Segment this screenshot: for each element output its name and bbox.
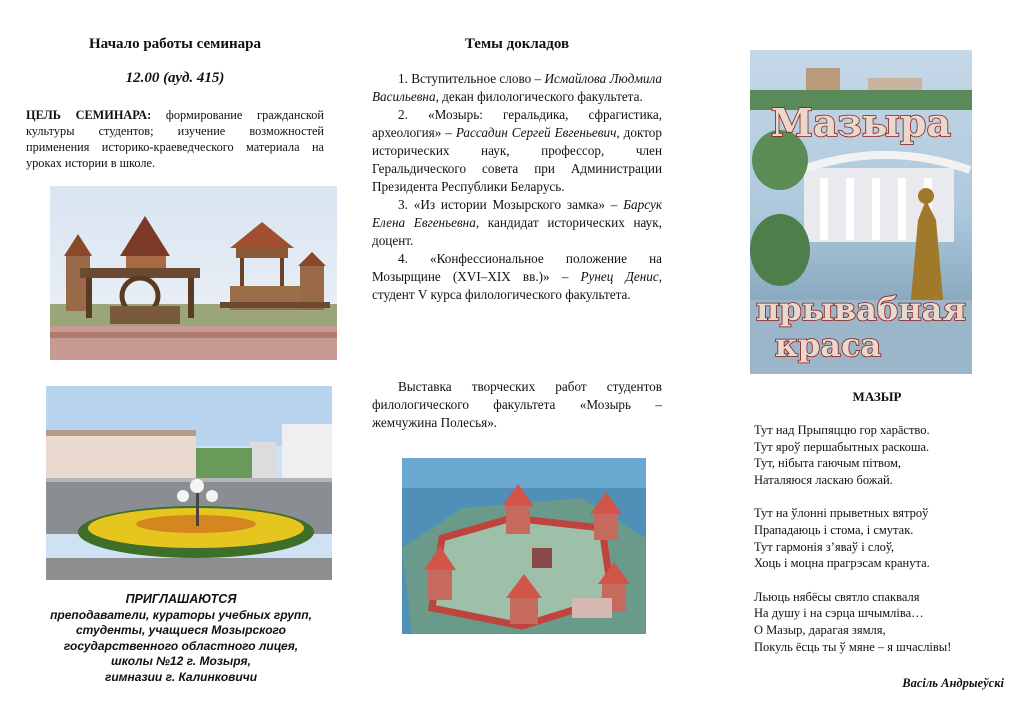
invitation-line: студенты, учащиеся Мозырского <box>76 623 286 638</box>
poem-line: Покуль ёсць ты ў мяне – я шчаслівы! <box>754 639 952 654</box>
goal-label: ЦЕЛЬ СЕМИНАРА: <box>26 108 152 122</box>
poem-line: О Мазыр, дарагая зямля, <box>754 622 886 637</box>
castle-drawing <box>402 458 646 634</box>
poem-line: Тут, нібыта гаючым пітвом, <box>754 456 901 471</box>
talk-item: 3. «Из истории Мозырского замка» – Барсук Елена Евгеньевна, кандидат исторических наук, доцент. <box>372 197 662 248</box>
talk-item: 2. «Мозырь: геральдика, сфрагистика, археология» – Рассадин Сергей Евгеньевич, доктор исторических наук, профессор, член Геральдического совета при Администрации Президента Республики Беларусь. <box>372 107 662 194</box>
poem-line: Тут гармонія з’яваў і слоў, <box>754 539 895 554</box>
invitation-line: школы №12 г. Мозыря, <box>111 654 251 669</box>
seminar-goal <box>26 107 324 171</box>
talk-item: 4. «Конфессиональное положение на Мозырщине (XVI–XIX вв.)» – Рунец Денис, студент V курса филологического факультета. <box>372 251 662 302</box>
exhibition-note: Выставка творческих работ студентов филологического факультета «Мозырь – жемчужина Полесья». <box>372 379 662 430</box>
speaker-name: Рассадин Сергей Евгеньевич <box>455 125 617 140</box>
invitation-block <box>26 592 336 686</box>
poem-stanza <box>754 422 1006 488</box>
poem-line: Наталяюся ласкаю божай. <box>754 472 893 487</box>
poem-line: На душу і на сэрца шчымліва… <box>754 606 924 621</box>
wooden-fortress-drawing <box>50 186 337 360</box>
invitation-line: государственного областного лицея, <box>63 638 299 653</box>
book-cover-drawing <box>750 50 972 374</box>
talks-title: Темы докладов <box>464 36 570 52</box>
poem-title: МАЗЫР <box>852 389 902 404</box>
cover-title-bottom: прывабная <box>756 290 966 328</box>
poem-line: Тут над Прыпяццю гор харāство. <box>754 423 930 437</box>
goal-text: формирование гражданской культуры студентов; изучение возможностей применения историко-краеведческого материала на уроках истории в школе. <box>26 108 324 170</box>
poem-author: Васіль Андрыеўскі <box>902 676 1004 690</box>
seminar-time: 12.00 (ауд. 415) <box>125 70 225 86</box>
poem-line: Тут яроў першабытных раскоша. <box>754 439 930 454</box>
city-square-drawing <box>46 386 332 580</box>
poem-stanza <box>754 505 1006 571</box>
poem-line: Тут на ўлонні прыветных вятроў <box>754 506 929 521</box>
invitation-line: гимназии г. Калинковичи <box>104 669 258 684</box>
poem <box>754 422 1006 672</box>
city-square-photo <box>46 386 332 580</box>
speaker-name: Рунец Денис <box>580 269 659 284</box>
invitation-line: преподаватели, кураторы учебных групп, <box>50 607 312 622</box>
invitation-heading: ПРИГЛАШАЮТСЯ <box>125 592 237 606</box>
speaker-name: Барсук Елена Евгеньевна <box>372 197 662 230</box>
book-cover <box>750 50 972 374</box>
talk-item: 1. Вступительное слово – Исмайлова Людмила Васильевна, декан филологического факультета. <box>372 71 662 104</box>
wooden-fortress-photo <box>50 186 337 360</box>
talks-list <box>372 70 662 304</box>
poem-line: Прападаюць і стома, і смутак. <box>754 522 914 537</box>
seminar-start-title: Начало работы семинара <box>89 36 261 52</box>
castle-painting <box>402 458 646 634</box>
poem-line: Хоць і моцна прагрэсам кранута. <box>754 556 930 571</box>
poem-line: Льюць нябёсы святло спакваля <box>754 589 920 604</box>
cover-title-top: Мазыра <box>770 100 952 145</box>
poem-stanza <box>754 589 1006 655</box>
speaker-name: Исмайлова Людмила Васильевна <box>372 71 662 104</box>
cover-title-bottom: краса <box>774 326 882 364</box>
